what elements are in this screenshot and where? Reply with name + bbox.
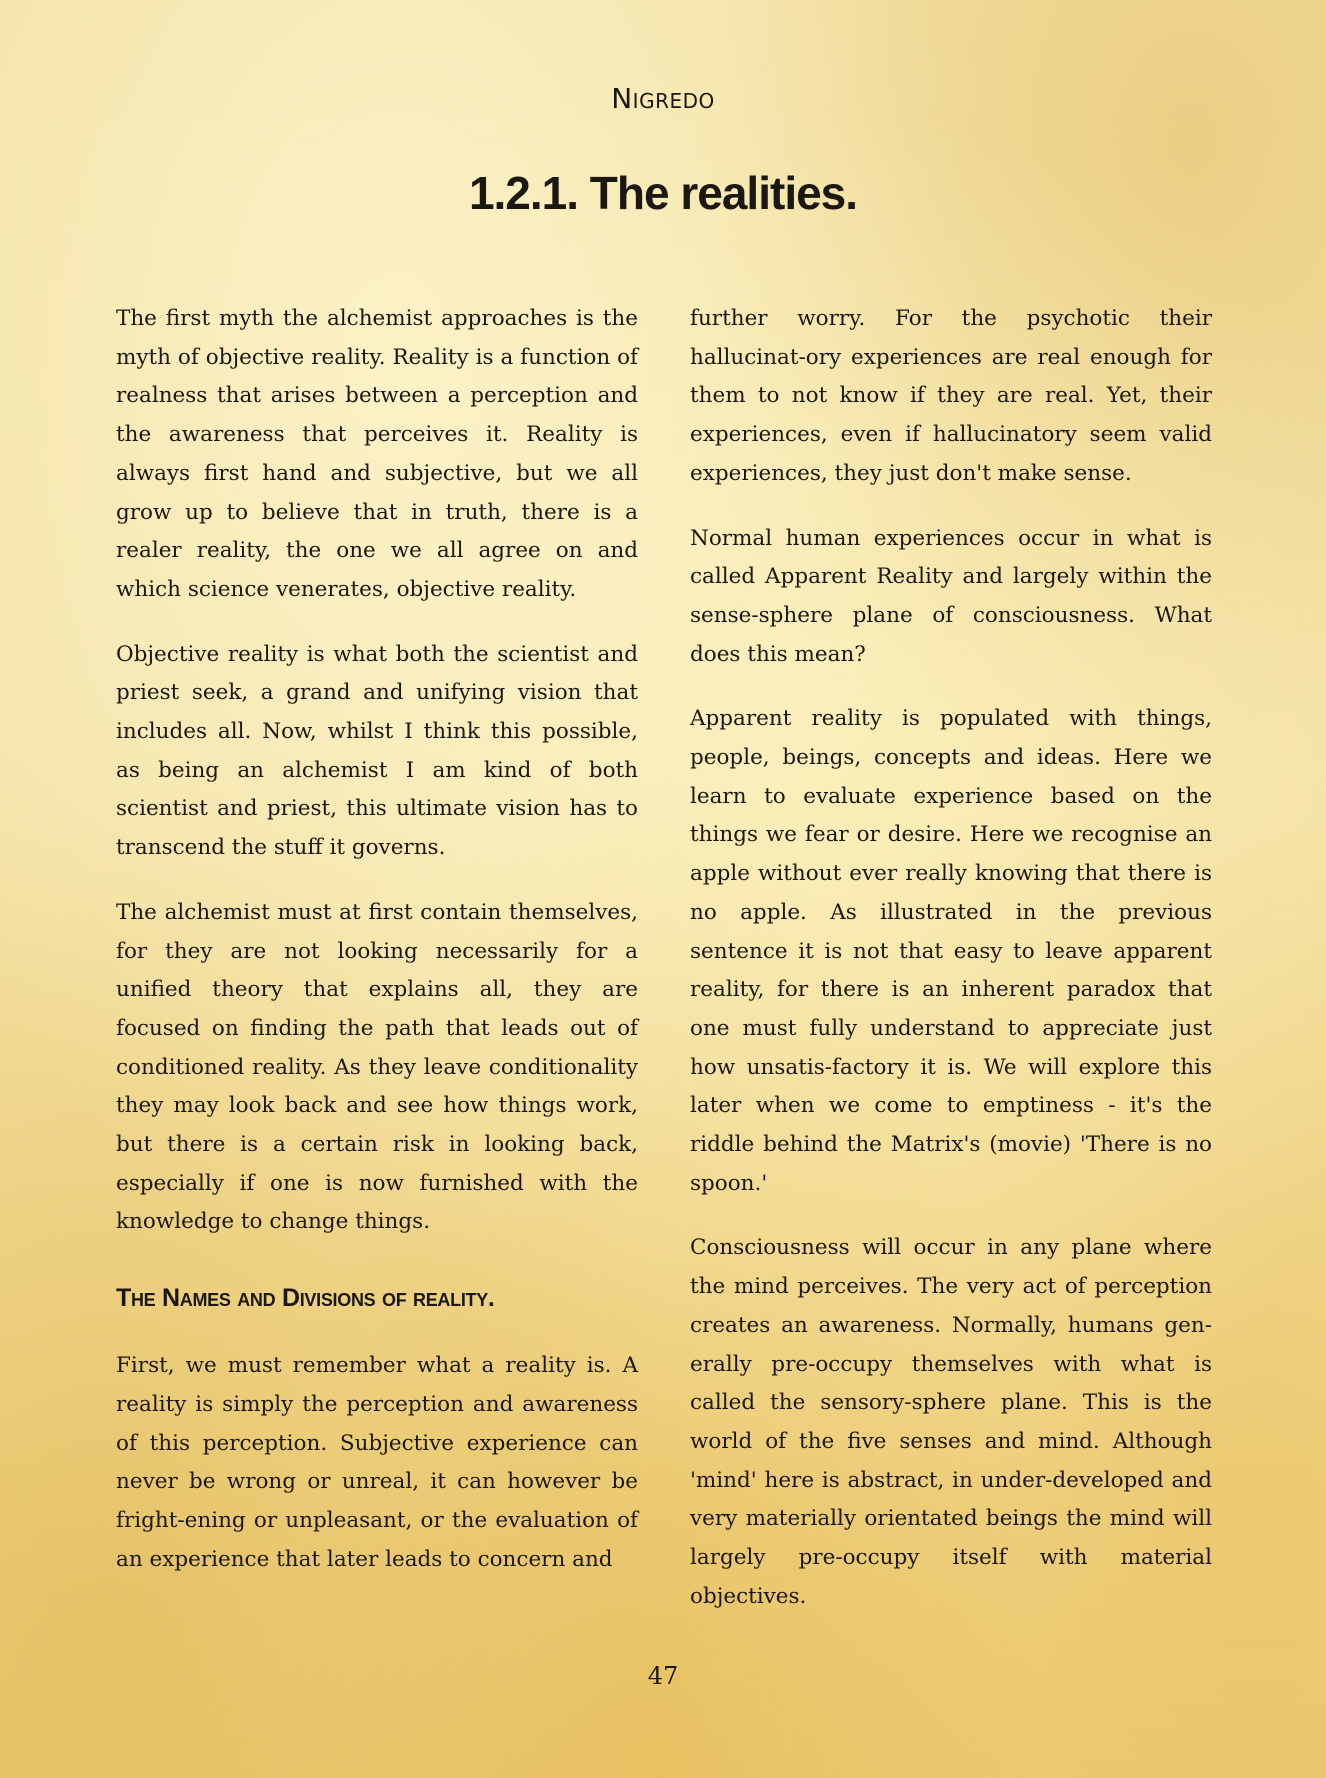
chapter-title: 1.2.1. The realities. [468, 167, 858, 219]
body-paragraph: Objective reality is what both the scientist and priest seek, a grand and unifying vision that includes all. Now, whilst I think this possible, as being an alchemist I am kind of both scientist and priest, this ultimate vision has to transcend the stuff it governs. [116, 641, 638, 861]
body-paragraph: The first myth the alchemist approaches is the myth of objective reality. Reality is a function of realness that arises between a perception and the awareness that perceives it. Reality is always first hand and subjective, but we all grow up to believe that in truth, there is a realer reality, the one we all agree on and which science venerates, objective reality. [116, 306, 638, 602]
running-header: Nigredo [611, 82, 715, 115]
left-column [116, 300, 638, 1605]
body-paragraph: further worry. For the psychotic their hallucinat-ory experiences are real enough for them to not know if they are real. Yet, their experiences, even if hallucinatory seem valid experiences, they just don't make sense. [690, 306, 1212, 486]
body-paragraph: Apparent reality is populated with things, people, beings, concepts and ideas. Here we learn to evaluate experience based on the things we fear or desire. Here we recognise an apple without ever really knowing that there is no apple. As illustrated in the previous sentence it is not that easy to leave apparent reality, for there is an inherent paradox that one must fully understand to appreciate just how unsatis-factory it is. We will explore this later when we come to emptiness - it's the riddle behind the Matrix's (movie) 'There is no spoon.' [690, 706, 1212, 1196]
page-number: 47 [647, 1662, 679, 1690]
right-column [690, 300, 1212, 1643]
body-paragraph: Consciousness will occur in any plane where the mind perceives. The very act of perception creates an awareness. Normally, humans gen-erally pre-occupy themselves with what is called the sensory-sphere plane. This is the world of the five senses and mind. Although 'mind' here is abstract, in under-developed and very materially orientated beings the mind will largely pre-occupy itself with material objectives. [690, 1235, 1212, 1609]
body-paragraph: Normal human experiences occur in what is called Apparent Reality and largely within the sense-sphere plane of consciousness. What does this mean? [690, 525, 1212, 667]
body-paragraph: The alchemist must at first contain themselves, for they are not looking necessarily for a unified theory that explains all, they are focused on finding the path that leads out of conditioned reality. As they leave conditionality they may look back and see how things work, but there is a certain risk in looking back, especially if one is now furnished with the knowledge to change things. [116, 899, 638, 1235]
section-heading: The Names and Divisions of reality. [116, 1284, 495, 1313]
body-paragraph: First, we must remember what a reality is. A reality is simply the perception and awareness of this perception. Subjective experience can never be wrong or unreal, it can however be fright-ening or unpleasant, or the evaluation of an experience that later leads to concern and [116, 1353, 638, 1572]
